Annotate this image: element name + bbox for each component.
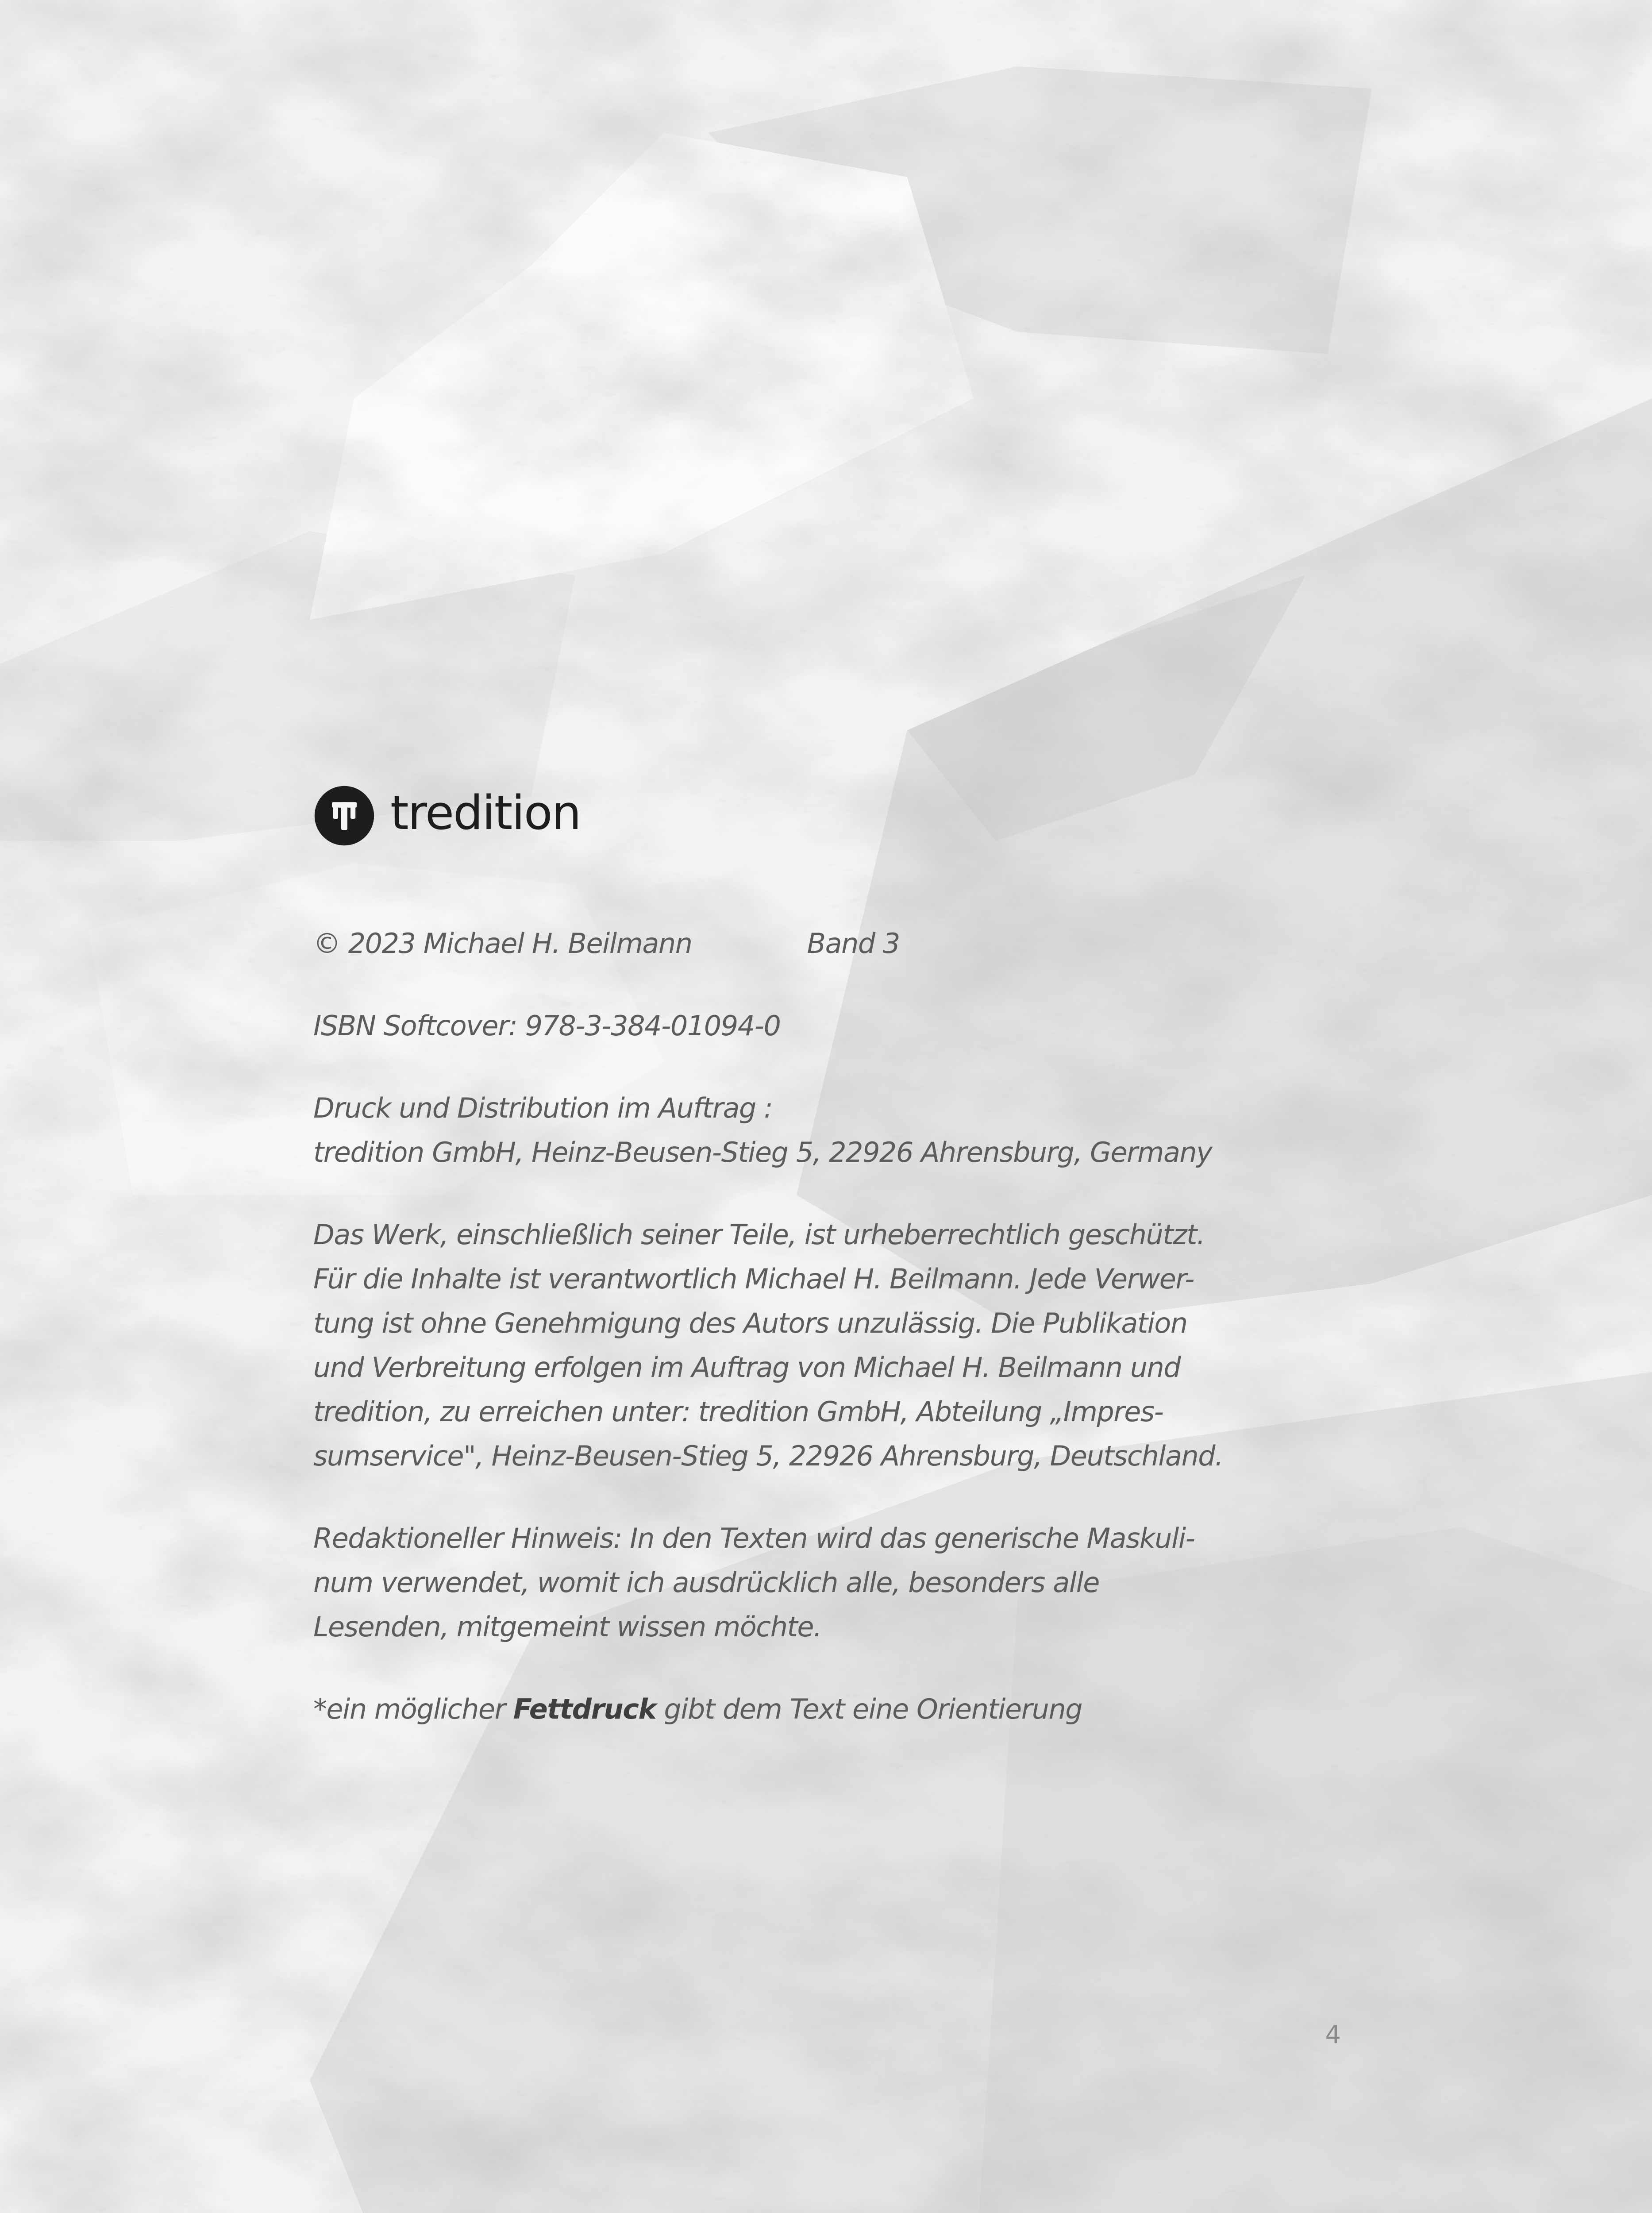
rights-line: Für die Inhalte ist verantwortlich Michael H. Beilmann. Jede Verwer- — [313, 1263, 1194, 1295]
distribution-line: Druck und Distribution im Auftrag : — [313, 1092, 773, 1124]
rights-line: und Verbreitung erfolgen im Auftrag von Michael H. Beilmann und — [313, 1351, 1181, 1384]
tredition-logo-icon — [313, 785, 375, 847]
copyright-text: © 2023 Michael H. Beilmann — [313, 927, 692, 960]
distribution-line: tredition GmbH, Heinz-Beusen-Stieg 5, 22926 Ahrensburg, Germany — [313, 1136, 1212, 1168]
bold-note-prefix: *ein möglicher — [313, 1693, 513, 1725]
rights-line: tredition, zu erreichen unter: tredition GmbH, Abteilung „Impres- — [313, 1396, 1163, 1428]
bold-note-line — [313, 1687, 1367, 1731]
publisher-logo — [313, 785, 581, 847]
copyright-line — [313, 921, 1367, 966]
editorial-note-line: Redaktioneller Hinweis: In den Texten wird das generische Maskuli- — [313, 1522, 1195, 1554]
rights-paragraph — [313, 1213, 1367, 1478]
isbn-text: ISBN Softcover: 978-3-384-01094-0 — [313, 1010, 781, 1042]
bold-note-suffix: gibt dem Text eine Orientierung — [656, 1693, 1082, 1725]
distribution-paragraph — [313, 1086, 1367, 1175]
editorial-note-line: num verwendet, womit ich ausdrücklich alle, besonders alle — [313, 1566, 1099, 1599]
volume-label: Band 3 — [807, 927, 900, 960]
editorial-note-paragraph — [313, 1516, 1367, 1649]
rights-line: Das Werk, einschließlich seiner Teile, ist urheberrechtlich geschützt. — [313, 1218, 1205, 1251]
editorial-note-line: Lesenden, mitgemeint wissen möchte. — [313, 1611, 822, 1643]
page-number: 4 — [1325, 2020, 1341, 2049]
rights-line: sumservice", Heinz-Beusen-Stieg 5, 22926 Ahrensburg, Deutschland. — [313, 1440, 1223, 1472]
isbn-line — [313, 1004, 1367, 1048]
imprint-block — [313, 921, 1367, 1770]
publisher-name: tredition — [390, 786, 581, 840]
bold-note-emphasis: Fettdruck — [513, 1693, 656, 1725]
rights-line: tung ist ohne Genehmigung des Autors unzulässig. Die Publikation — [313, 1307, 1187, 1339]
